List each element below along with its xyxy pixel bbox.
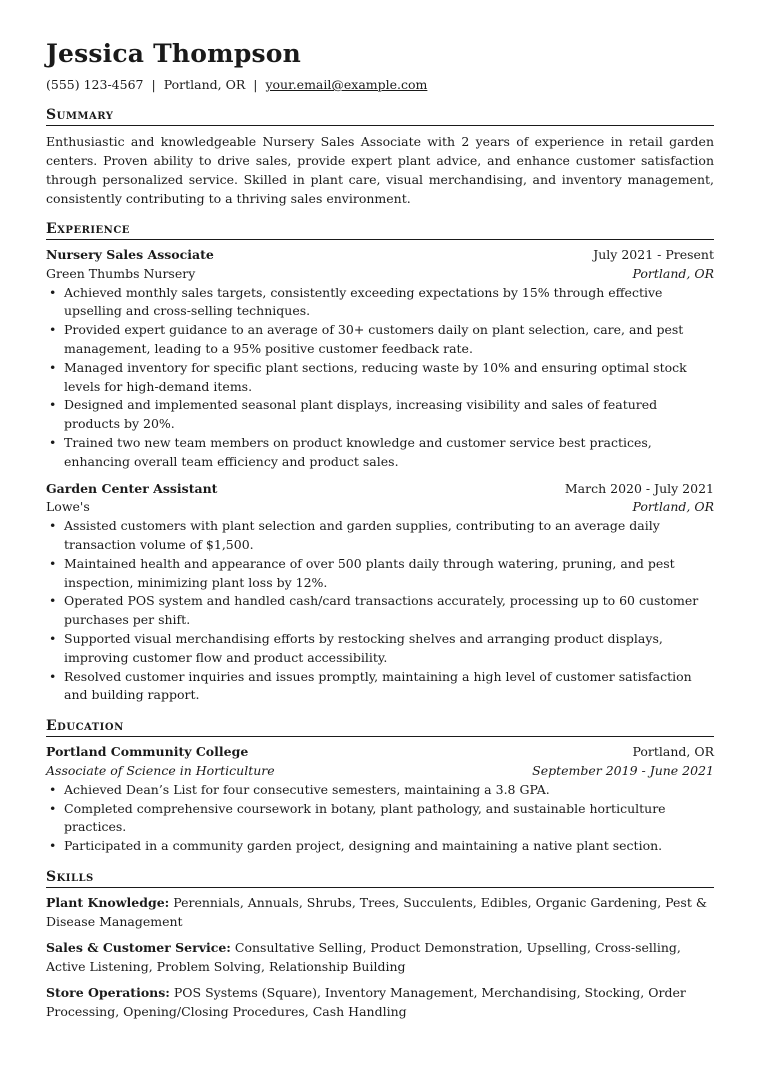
skill-label: Store Operations: bbox=[46, 984, 170, 1000]
contact-line bbox=[46, 76, 714, 94]
skill-value: Perennials, Annuals, Shrubs, Trees, Succulents, Edibles, Organic Gardening, Pest & Disease Management bbox=[46, 894, 707, 929]
bullet-item: • Supported visual merchandising efforts by restocking shelves and arranging product displays, improving customer flow and product accessibility. bbox=[64, 630, 714, 668]
bullet-list bbox=[46, 781, 714, 856]
email-link[interactable]: your.email@example.com bbox=[265, 77, 428, 92]
bullet-item: • Achieved monthly sales targets, consistently exceeding expectations by 15% through effective upselling and cross-selling techniques. bbox=[64, 284, 714, 322]
candidate-name: Jessica Thompson bbox=[46, 39, 302, 68]
skill-line bbox=[46, 893, 714, 931]
skill-value: Consultative Selling, Product Demonstration, Upselling, Cross-selling, Active Listening, Problem Solving, Relationship Building bbox=[46, 939, 681, 974]
skill-value: POS Systems (Square), Inventory Management, Merchandising, Stocking, Order Processing, Opening/Closing Procedures, Cash Handling bbox=[46, 984, 686, 1019]
experience-entry bbox=[46, 246, 714, 472]
bullet-item: • Provided expert guidance to an average of 30+ customers daily on plant selection, care, and pest management, leading to a 95% positive customer feedback rate. bbox=[64, 321, 714, 359]
skill-line bbox=[46, 983, 714, 1021]
section-title-summary: Summary bbox=[46, 106, 714, 126]
bullet-item: • Achieved Dean’s List for four consecutive semesters, maintaining a 3.8 GPA. bbox=[64, 781, 714, 800]
skill-label: Plant Knowledge: bbox=[46, 894, 170, 910]
company: Green Thumbs Nursery bbox=[46, 265, 196, 281]
degree: Associate of Science in Horticulture bbox=[46, 762, 275, 778]
bullet-item: • Completed comprehensive coursework in botany, plant pathology, and sustainable horticulture practices. bbox=[64, 800, 714, 838]
job-title: Nursery Sales Associate bbox=[46, 247, 214, 262]
skills-list bbox=[46, 893, 714, 1021]
bullet-item: • Resolved customer inquiries and issues promptly, maintaining a high level of customer satisfaction and building rapport. bbox=[64, 668, 714, 706]
job-title: Garden Center Assistant bbox=[46, 480, 218, 496]
bullet-item: • Trained two new team members on product knowledge and customer service best practices, enhancing overall team efficiency and product sales. bbox=[64, 434, 714, 472]
section-title-skills: Skills bbox=[46, 868, 714, 888]
education-entry bbox=[46, 743, 714, 856]
job-dates: March 2020 - July 2021 bbox=[564, 480, 714, 496]
education-dates: September 2019 - June 2021 bbox=[532, 762, 714, 778]
section-title-experience: Experience bbox=[46, 220, 714, 240]
skill-line bbox=[46, 938, 714, 976]
separator: | bbox=[151, 77, 156, 92]
bullet-item: • Maintained health and appearance of over 500 plants daily through watering, pruning, and pest inspection, minimizing plant loss by 12%. bbox=[64, 555, 714, 593]
summary-text: Enthusiastic and knowledgeable Nursery Sales Associate with 2 years of experience in retail garden centers. Proven ability to drive sales, provide expert plant advice, and enhance customer satisfaction through personalized service. Skilled in plant care, visual merchandising, and inventory management, consistently contributing to a thriving sales environment. bbox=[46, 134, 714, 206]
bullet-item: • Operated POS system and handled cash/card transactions accurately, processing up to 60 customer purchases per shift. bbox=[64, 592, 714, 630]
job-location: Portland, OR bbox=[632, 499, 714, 515]
bullet-item: • Assisted customers with plant selection and garden supplies, contributing to an average daily transaction volume of $1,500. bbox=[64, 517, 714, 555]
location: Portland, OR bbox=[163, 77, 246, 92]
job-dates: July 2021 - Present bbox=[593, 247, 714, 262]
experience-entry bbox=[46, 480, 714, 706]
skill-label: Sales & Customer Service: bbox=[46, 939, 231, 955]
job-location: Portland, OR bbox=[632, 265, 714, 281]
bullet-item: • Managed inventory for specific plant sections, reducing waste by 10% and ensuring optimal stock levels for high-demand items. bbox=[64, 359, 714, 397]
bullet-list bbox=[46, 517, 714, 705]
bullet-item: • Designed and implemented seasonal plant displays, increasing visibility and sales of featured products by 20%. bbox=[64, 396, 714, 434]
school-location: Portland, OR bbox=[632, 744, 714, 760]
company: Lowe's bbox=[46, 499, 90, 515]
bullet-list bbox=[46, 284, 714, 472]
bullet-item: • Participated in a community garden project, designing and maintaining a native plant section. bbox=[64, 837, 714, 856]
section-title-education: Education bbox=[46, 717, 714, 737]
school-name: Portland Community College bbox=[46, 744, 249, 760]
separator: | bbox=[253, 77, 258, 92]
phone: (555) 123-4567 bbox=[46, 77, 144, 92]
